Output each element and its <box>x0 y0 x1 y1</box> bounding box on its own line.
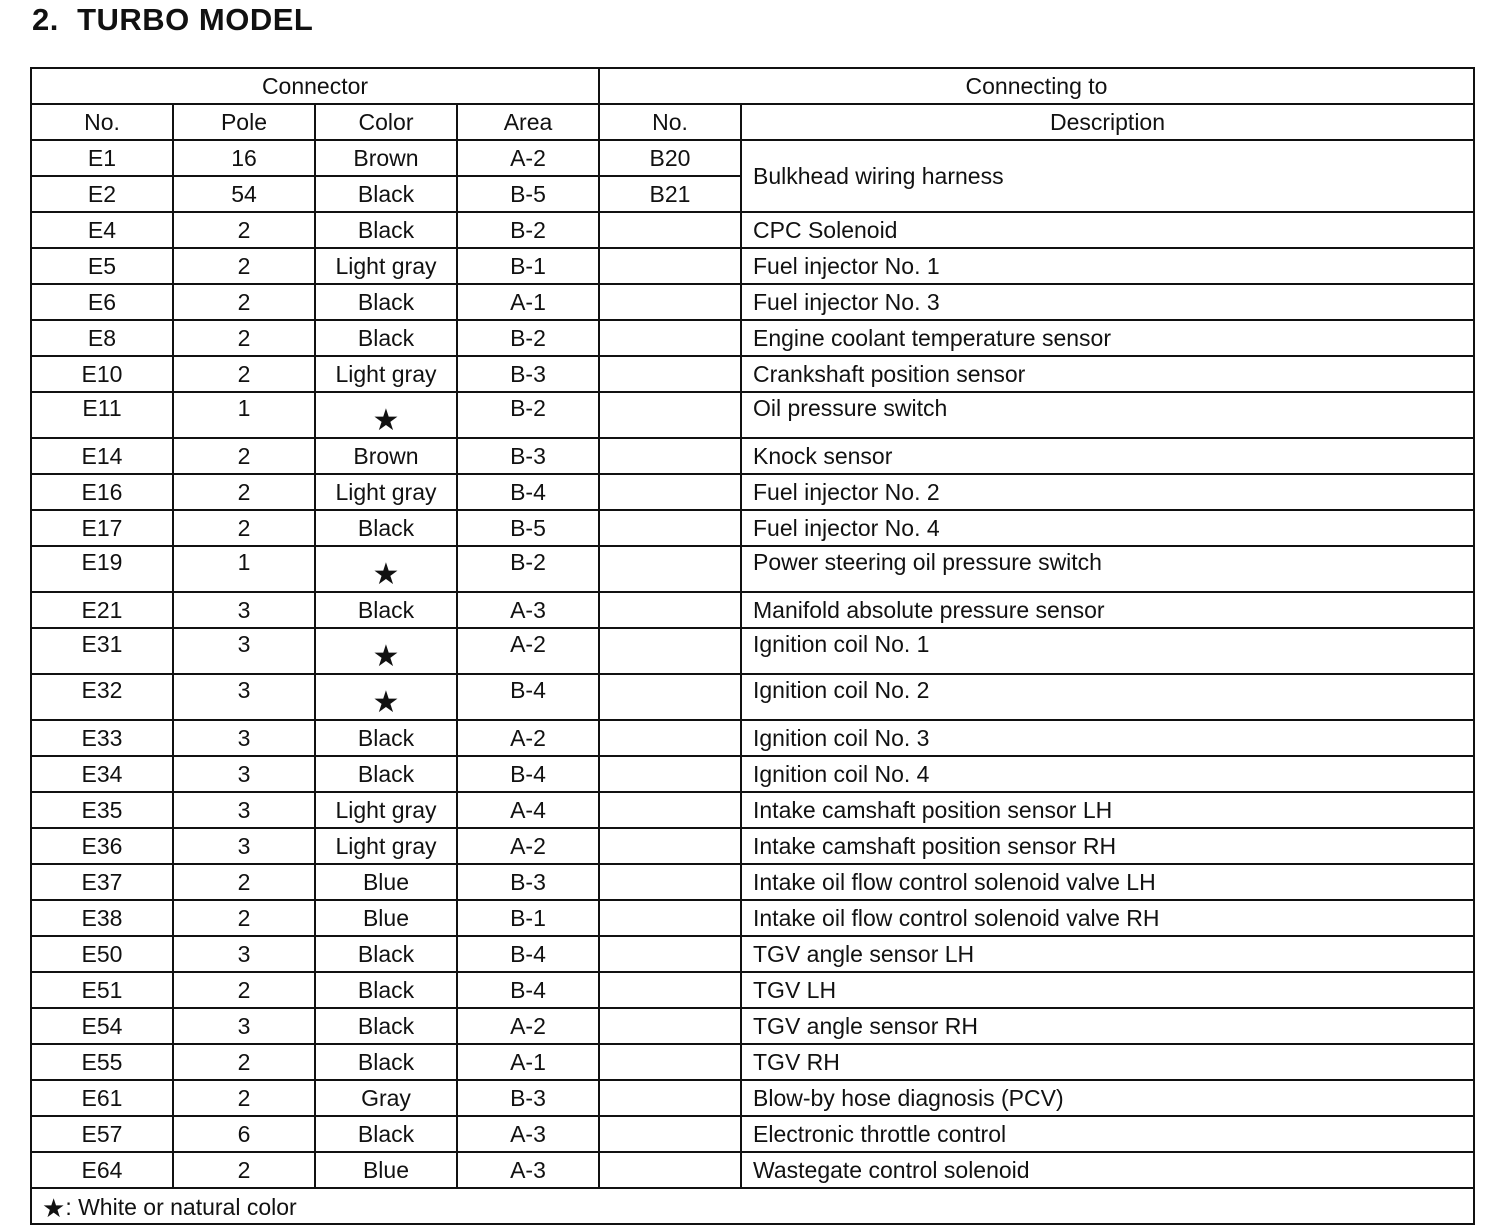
table-row <box>31 592 1474 628</box>
cell-description: Ignition coil No. 2 <box>741 674 1474 720</box>
cell-connector-no: E6 <box>31 284 173 320</box>
cell-pole: 3 <box>173 756 315 792</box>
table-row <box>31 510 1474 546</box>
cell-pole: 2 <box>173 510 315 546</box>
cell-connector-no: E31 <box>31 628 173 674</box>
cell-area: A-4 <box>457 792 599 828</box>
cell-description: Blow-by hose diagnosis (PCV) <box>741 1080 1474 1116</box>
cell-area: B-1 <box>457 248 599 284</box>
cell-connecting-to-no <box>599 720 741 756</box>
cell-color: Black <box>315 936 457 972</box>
note-row <box>31 1188 1474 1224</box>
table-row <box>31 1080 1474 1116</box>
connector-group-header: Connector <box>31 68 599 104</box>
table-row <box>31 1152 1474 1188</box>
cell-connecting-to-no: B20 <box>599 140 741 176</box>
cell-color: Gray <box>315 1080 457 1116</box>
cell-connector-no: E11 <box>31 392 173 438</box>
cell-connector-no: E4 <box>31 212 173 248</box>
cell-connector-no: E19 <box>31 546 173 592</box>
page-title: 2. TURBO MODEL <box>32 2 314 37</box>
cell-connecting-to-no: B21 <box>599 176 741 212</box>
col-header-description: Description <box>741 104 1474 140</box>
cell-connecting-to-no <box>599 1080 741 1116</box>
cell-pole: 3 <box>173 1008 315 1044</box>
cell-connector-no: E34 <box>31 756 173 792</box>
star-icon: ★ <box>42 1193 66 1223</box>
cell-area: A-2 <box>457 1008 599 1044</box>
cell-connector-no: E55 <box>31 1044 173 1080</box>
cell-connecting-to-no <box>599 756 741 792</box>
cell-pole: 2 <box>173 1080 315 1116</box>
cell-pole: 16 <box>173 140 315 176</box>
col-header-no: No. <box>31 104 173 140</box>
cell-description: TGV angle sensor LH <box>741 936 1474 972</box>
cell-pole: 2 <box>173 438 315 474</box>
cell-description: Ignition coil No. 4 <box>741 756 1474 792</box>
cell-pole: 2 <box>173 212 315 248</box>
cell-description: Crankshaft position sensor <box>741 356 1474 392</box>
table-row <box>31 546 1474 592</box>
cell-color: Light gray <box>315 248 457 284</box>
cell-pole: 2 <box>173 356 315 392</box>
cell-pole: 3 <box>173 936 315 972</box>
star-icon: ★ <box>372 686 400 719</box>
cell-area: B-5 <box>457 510 599 546</box>
table-row <box>31 756 1474 792</box>
cell-area: B-4 <box>457 972 599 1008</box>
cell-description: TGV RH <box>741 1044 1474 1080</box>
footnote <box>31 1188 1474 1224</box>
cell-connecting-to-no <box>599 1152 741 1188</box>
cell-color: Black <box>315 972 457 1008</box>
cell-connecting-to-no <box>599 628 741 674</box>
cell-connecting-to-no <box>599 592 741 628</box>
cell-color: Black <box>315 176 457 212</box>
cell-connector-no: E54 <box>31 1008 173 1044</box>
cell-pole: 3 <box>173 828 315 864</box>
cell-pole: 3 <box>173 674 315 720</box>
cell-description: Manifold absolute pressure sensor <box>741 592 1474 628</box>
cell-description: CPC Solenoid <box>741 212 1474 248</box>
cell-pole: 3 <box>173 628 315 674</box>
cell-area: B-2 <box>457 546 599 592</box>
cell-area: B-3 <box>457 864 599 900</box>
table-body <box>31 140 1474 1188</box>
table-row <box>31 1044 1474 1080</box>
cell-description: Electronic throttle control <box>741 1116 1474 1152</box>
cell-connector-no: E36 <box>31 828 173 864</box>
cell-description: Fuel injector No. 2 <box>741 474 1474 510</box>
cell-color: Black <box>315 212 457 248</box>
table-row <box>31 972 1474 1008</box>
table-row <box>31 140 1474 176</box>
cell-area: B-2 <box>457 392 599 438</box>
cell-color: Blue <box>315 864 457 900</box>
cell-color: Black <box>315 320 457 356</box>
cell-area: A-3 <box>457 1152 599 1188</box>
cell-area: A-2 <box>457 828 599 864</box>
footnote-text: : White or natural color <box>65 1194 297 1220</box>
col-header-area: Area <box>457 104 599 140</box>
cell-connecting-to-no <box>599 212 741 248</box>
cell-connector-no: E1 <box>31 140 173 176</box>
table-row <box>31 284 1474 320</box>
cell-connector-no: E64 <box>31 1152 173 1188</box>
cell-description: Bulkhead wiring harness <box>741 140 1474 212</box>
cell-color: Light gray <box>315 828 457 864</box>
group-header-row <box>31 68 1474 104</box>
cell-pole: 54 <box>173 176 315 212</box>
cell-area: A-1 <box>457 1044 599 1080</box>
cell-description: Ignition coil No. 1 <box>741 628 1474 674</box>
cell-connector-no: E61 <box>31 1080 173 1116</box>
cell-connecting-to-no <box>599 1116 741 1152</box>
cell-pole: 2 <box>173 284 315 320</box>
cell-pole: 2 <box>173 864 315 900</box>
col-header-to-no: No. <box>599 104 741 140</box>
table-row <box>31 792 1474 828</box>
cell-pole: 2 <box>173 248 315 284</box>
cell-connector-no: E35 <box>31 792 173 828</box>
table-row <box>31 438 1474 474</box>
cell-description: Fuel injector No. 4 <box>741 510 1474 546</box>
cell-pole: 2 <box>173 1044 315 1080</box>
cell-description: Intake camshaft position sensor RH <box>741 828 1474 864</box>
cell-area: A-2 <box>457 628 599 674</box>
cell-description: TGV angle sensor RH <box>741 1008 1474 1044</box>
cell-connecting-to-no <box>599 674 741 720</box>
cell-color: Light gray <box>315 792 457 828</box>
cell-connector-no: E17 <box>31 510 173 546</box>
cell-description: Intake camshaft position sensor LH <box>741 792 1474 828</box>
connector-table <box>30 67 1475 1225</box>
cell-pole: 1 <box>173 392 315 438</box>
cell-area: B-2 <box>457 320 599 356</box>
table-row <box>31 674 1474 720</box>
cell-connecting-to-no <box>599 936 741 972</box>
cell-color <box>315 628 457 674</box>
col-header-color: Color <box>315 104 457 140</box>
cell-description: Fuel injector No. 1 <box>741 248 1474 284</box>
cell-area: A-2 <box>457 720 599 756</box>
cell-connector-no: E38 <box>31 900 173 936</box>
cell-connecting-to-no <box>599 792 741 828</box>
cell-connecting-to-no <box>599 438 741 474</box>
cell-description: Fuel injector No. 3 <box>741 284 1474 320</box>
cell-connecting-to-no <box>599 248 741 284</box>
cell-color: Brown <box>315 140 457 176</box>
cell-description: Knock sensor <box>741 438 1474 474</box>
cell-pole: 6 <box>173 1116 315 1152</box>
star-icon: ★ <box>372 404 400 437</box>
cell-area: A-3 <box>457 592 599 628</box>
cell-connector-no: E57 <box>31 1116 173 1152</box>
cell-connecting-to-no <box>599 546 741 592</box>
cell-connector-no: E10 <box>31 356 173 392</box>
table-row <box>31 1008 1474 1044</box>
cell-connector-no: E37 <box>31 864 173 900</box>
cell-area: B-4 <box>457 756 599 792</box>
cell-color: Black <box>315 1116 457 1152</box>
cell-area: B-3 <box>457 438 599 474</box>
table-row <box>31 864 1474 900</box>
cell-color: Black <box>315 756 457 792</box>
cell-connecting-to-no <box>599 900 741 936</box>
cell-connecting-to-no <box>599 972 741 1008</box>
cell-area: B-4 <box>457 674 599 720</box>
cell-area: A-2 <box>457 140 599 176</box>
cell-color: Black <box>315 1008 457 1044</box>
cell-description: Intake oil flow control solenoid valve RH <box>741 900 1474 936</box>
cell-pole: 2 <box>173 900 315 936</box>
cell-pole: 3 <box>173 720 315 756</box>
cell-description: Power steering oil pressure switch <box>741 546 1474 592</box>
cell-connecting-to-no <box>599 1008 741 1044</box>
column-header-row <box>31 104 1474 140</box>
cell-color: Light gray <box>315 474 457 510</box>
cell-description: Wastegate control solenoid <box>741 1152 1474 1188</box>
table-row <box>31 900 1474 936</box>
cell-description: Oil pressure switch <box>741 392 1474 438</box>
cell-connecting-to-no <box>599 320 741 356</box>
cell-color: Brown <box>315 438 457 474</box>
cell-connecting-to-no <box>599 828 741 864</box>
cell-area: B-5 <box>457 176 599 212</box>
cell-description: TGV LH <box>741 972 1474 1008</box>
cell-color: Black <box>315 720 457 756</box>
cell-area: A-1 <box>457 284 599 320</box>
table-row <box>31 720 1474 756</box>
table-row <box>31 1116 1474 1152</box>
cell-connector-no: E21 <box>31 592 173 628</box>
cell-area: B-3 <box>457 356 599 392</box>
cell-pole: 2 <box>173 972 315 1008</box>
table-row <box>31 212 1474 248</box>
cell-pole: 2 <box>173 474 315 510</box>
cell-color <box>315 546 457 592</box>
cell-color: Light gray <box>315 356 457 392</box>
cell-connector-no: E14 <box>31 438 173 474</box>
cell-connector-no: E33 <box>31 720 173 756</box>
cell-connecting-to-no <box>599 510 741 546</box>
cell-area: A-3 <box>457 1116 599 1152</box>
table-row <box>31 828 1474 864</box>
col-header-pole: Pole <box>173 104 315 140</box>
cell-area: B-1 <box>457 900 599 936</box>
cell-area: B-3 <box>457 1080 599 1116</box>
cell-connecting-to-no <box>599 474 741 510</box>
cell-connecting-to-no <box>599 1044 741 1080</box>
cell-area: B-2 <box>457 212 599 248</box>
table-row <box>31 628 1474 674</box>
cell-color: Black <box>315 592 457 628</box>
cell-color <box>315 674 457 720</box>
table-row <box>31 474 1474 510</box>
table-row <box>31 320 1474 356</box>
star-icon: ★ <box>372 558 400 591</box>
cell-color: Black <box>315 1044 457 1080</box>
table-row <box>31 392 1474 438</box>
cell-connecting-to-no <box>599 392 741 438</box>
cell-connector-no: E50 <box>31 936 173 972</box>
cell-color: Black <box>315 510 457 546</box>
cell-color <box>315 392 457 438</box>
cell-description: Engine coolant temperature sensor <box>741 320 1474 356</box>
cell-connector-no: E51 <box>31 972 173 1008</box>
cell-pole: 2 <box>173 1152 315 1188</box>
cell-connecting-to-no <box>599 356 741 392</box>
cell-connecting-to-no <box>599 284 741 320</box>
cell-connecting-to-no <box>599 864 741 900</box>
cell-pole: 3 <box>173 592 315 628</box>
star-icon: ★ <box>372 640 400 673</box>
cell-description: Ignition coil No. 3 <box>741 720 1474 756</box>
cell-pole: 2 <box>173 320 315 356</box>
cell-color: Blue <box>315 1152 457 1188</box>
table-row <box>31 356 1474 392</box>
cell-connector-no: E5 <box>31 248 173 284</box>
cell-color: Blue <box>315 900 457 936</box>
cell-area: B-4 <box>457 936 599 972</box>
connecting-to-group-header: Connecting to <box>599 68 1474 104</box>
cell-connector-no: E32 <box>31 674 173 720</box>
table-row <box>31 248 1474 284</box>
table-row <box>31 936 1474 972</box>
cell-pole: 1 <box>173 546 315 592</box>
cell-area: B-4 <box>457 474 599 510</box>
cell-description: Intake oil flow control solenoid valve LH <box>741 864 1474 900</box>
cell-connector-no: E8 <box>31 320 173 356</box>
cell-connector-no: E2 <box>31 176 173 212</box>
cell-color: Black <box>315 284 457 320</box>
cell-pole: 3 <box>173 792 315 828</box>
cell-connector-no: E16 <box>31 474 173 510</box>
